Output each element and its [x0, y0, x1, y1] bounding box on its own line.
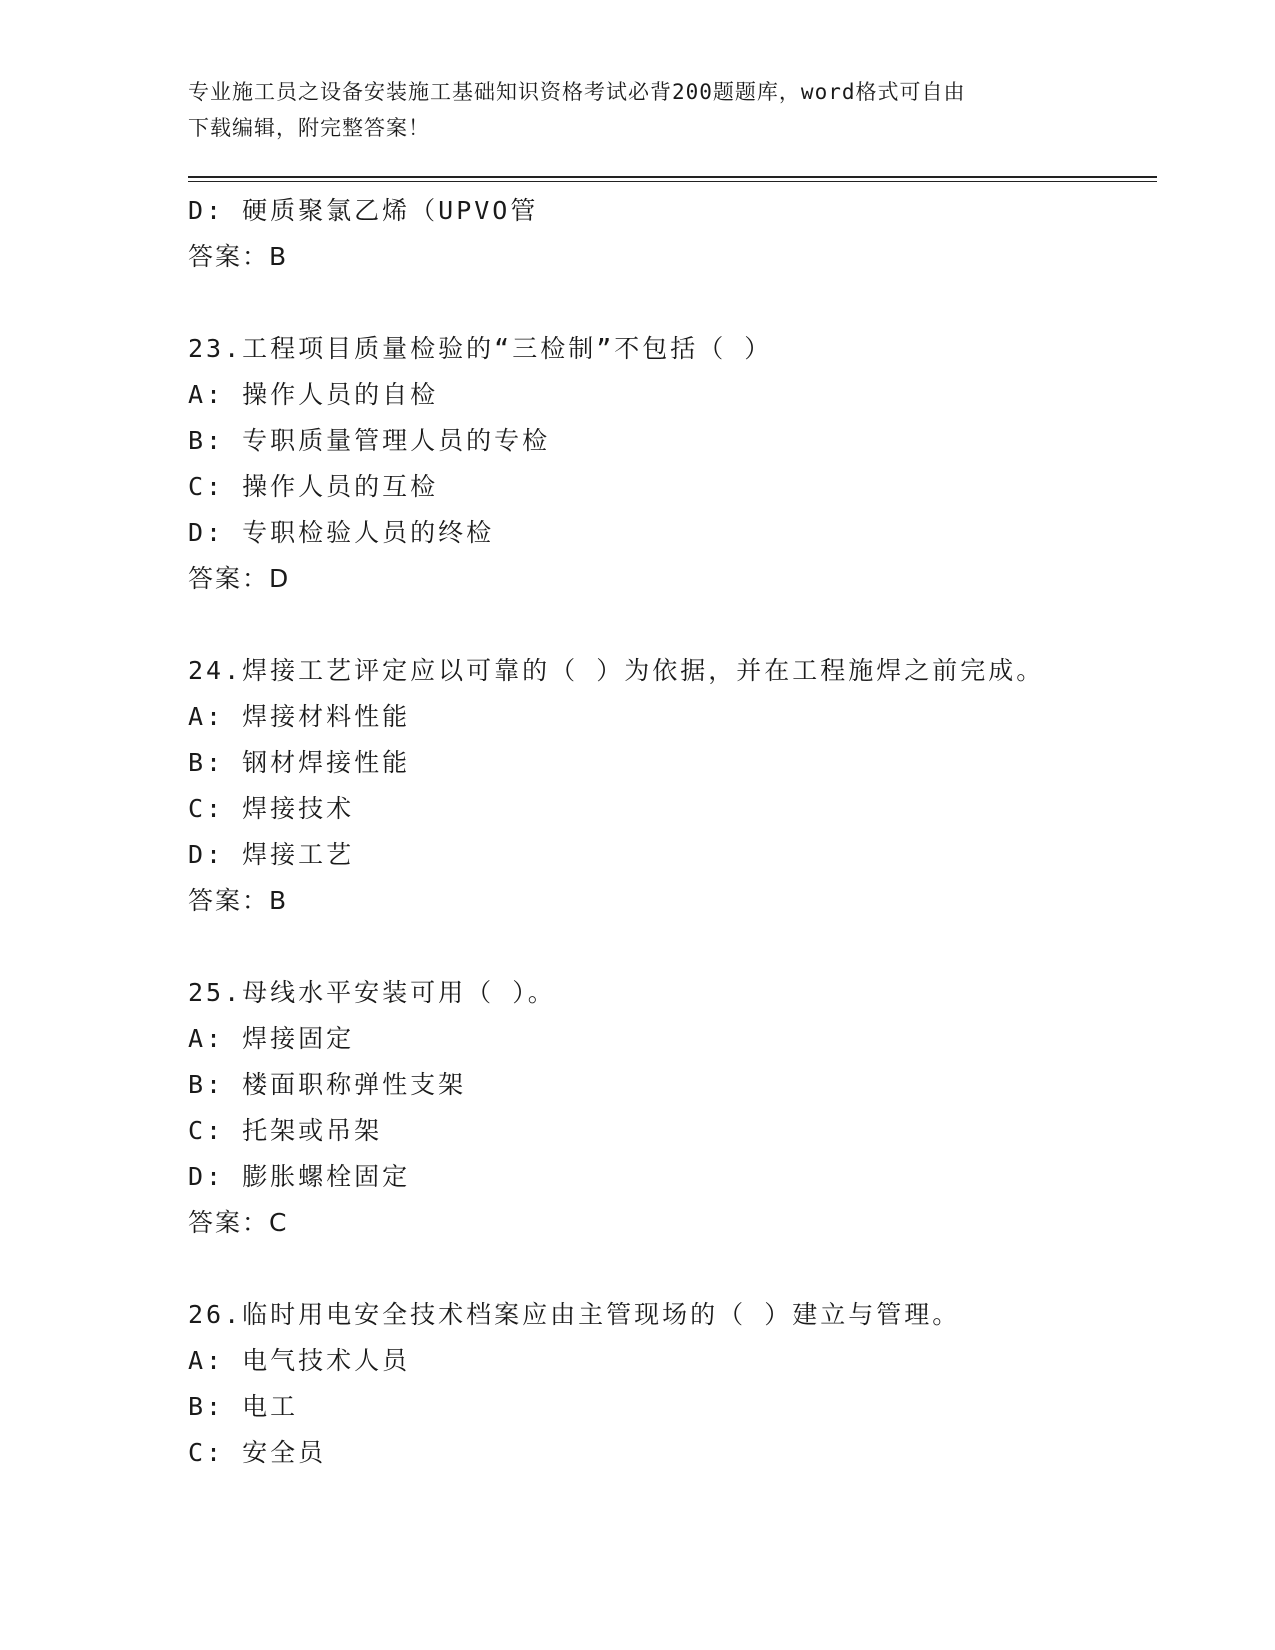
- option-a: A: 操作人员的自检: [188, 380, 439, 409]
- option-a: A: 焊接材料性能: [188, 702, 411, 731]
- option-d: D: 专职检验人员的终检: [188, 518, 495, 547]
- option-a: A: 电气技术人员: [188, 1346, 411, 1375]
- option-a: A: 焊接固定: [188, 1024, 355, 1053]
- spacer: [188, 924, 1157, 970]
- header-divider-thin: [188, 181, 1157, 182]
- option-d: D: 膨胀螺栓固定: [188, 1162, 411, 1191]
- question-stem: 24.焊接工艺评定应以可靠的（ ）为依据，并在工程施焊之前完成。: [188, 656, 1045, 685]
- option-b: B: 钢材焊接性能: [188, 748, 411, 777]
- question-24: [188, 648, 1157, 924]
- answer-line: 答案：D: [188, 564, 291, 593]
- question-23: [188, 326, 1157, 602]
- question-stem: 23.工程项目质量检验的“三检制”不包括（ ）: [188, 334, 773, 363]
- question-stem: 26.临时用电安全技术档案应由主管现场的（ ）建立与管理。: [188, 1300, 961, 1329]
- header-divider-thick: [188, 176, 1157, 178]
- answer-line: 答案：B: [188, 886, 289, 915]
- answer-line: 答案：C: [188, 1208, 289, 1237]
- question-22-tail: [188, 188, 1157, 280]
- question-25: [188, 970, 1157, 1246]
- document-header: [188, 74, 1088, 146]
- option-b: B: 楼面职称弹性支架: [188, 1070, 467, 1099]
- option-b: B: 电工: [188, 1392, 299, 1421]
- option-c: C: 焊接技术: [188, 794, 355, 823]
- header-line-2: 下载编辑，附完整答案！: [188, 116, 430, 140]
- option-c: C: 操作人员的互检: [188, 472, 439, 501]
- option-d: D: 硬质聚氯乙烯（UPVO管: [188, 196, 539, 225]
- option-b: B: 专职质量管理人员的专检: [188, 426, 551, 455]
- header-line-1: 专业施工员之设备安装施工基础知识资格考试必背200题题库，word格式可自由: [188, 80, 966, 104]
- question-26: [188, 1292, 1157, 1476]
- spacer: [188, 602, 1157, 648]
- option-d: D: 焊接工艺: [188, 840, 355, 869]
- answer-line: 答案：B: [188, 242, 289, 271]
- spacer: [188, 280, 1157, 326]
- option-c: C: 托架或吊架: [188, 1116, 383, 1145]
- spacer: [188, 1246, 1157, 1292]
- question-list: [188, 188, 1157, 1476]
- option-c: C: 安全员: [188, 1438, 327, 1467]
- question-stem: 25.母线水平安装可用（ ）。: [188, 978, 556, 1007]
